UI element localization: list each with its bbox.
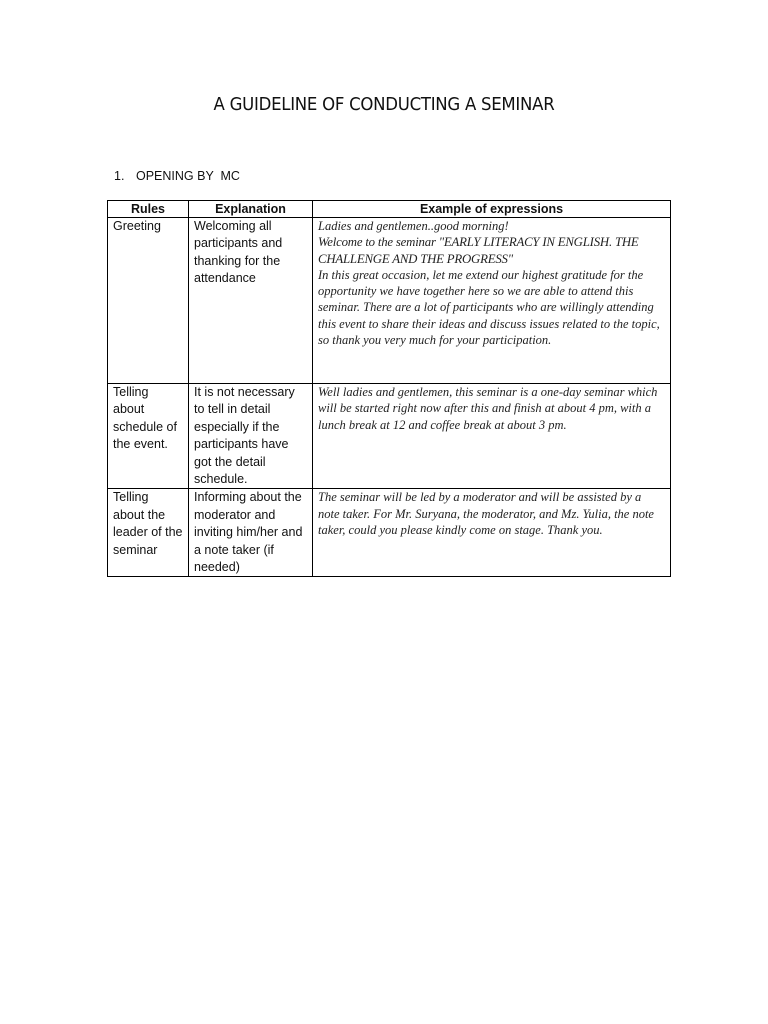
explanation-cell: Informing about the moderator and inviting him/her and a note taker (if needed) [189,489,313,577]
column-header-rules: Rules [108,201,189,218]
section-title: OPENING BY MC [136,169,240,183]
explanation-cell: Welcoming all participants and thanking for the attendance [189,218,313,384]
example-cell [313,489,671,577]
example-line: In this great occasion, let me extend our highest gratitude for the opportunity we have together here so we are able to attend this seminar. There are a lot of participants who are willingly attending this event to share their ideas and discuss issues related to the topic, so thank you very much for your participation. [318,267,660,348]
table-header-row [108,201,671,218]
document-title: A GUIDELINE OF CONDUCTING A SEMINAR [213,94,555,115]
section-number: 1. [114,169,125,183]
table-row [108,218,671,384]
rule-cell: Greeting [108,218,189,384]
example-line: Well ladies and gentlemen, this seminar is a one-day seminar which will be started right now after this and finish at about 4 pm, with a lunch break at 12 and coffee break at about 3 pm. [318,385,658,432]
example-line: The seminar will be led by a moderator and will be assisted by a note taker. For Mr. Suryana, the moderator, and Mz. Yulia, the note taker, could you please kindly come on stage. Thank you. [318,490,654,538]
column-header-explanation: Explanation [189,201,313,218]
rule-cell: Telling about schedule of the event. [108,384,189,489]
example-line: Ladies and gentlemen..good morning! [318,219,509,233]
example-line: Welcome to the seminar "EARLY LITERACY IN ENGLISH. THE CHALLENGE AND THE PROGRESS" [318,235,639,266]
example-cell [313,384,671,489]
guideline-table [107,200,671,577]
table-row [108,384,671,489]
table-row [108,489,671,577]
section-heading [114,169,240,183]
rule-cell: Telling about the leader of the seminar [108,489,189,577]
column-header-example: Example of expressions [313,201,671,218]
example-cell [313,218,671,384]
explanation-cell: It is not necessary to tell in detail especially if the participants have got the detail schedule. [189,384,313,489]
